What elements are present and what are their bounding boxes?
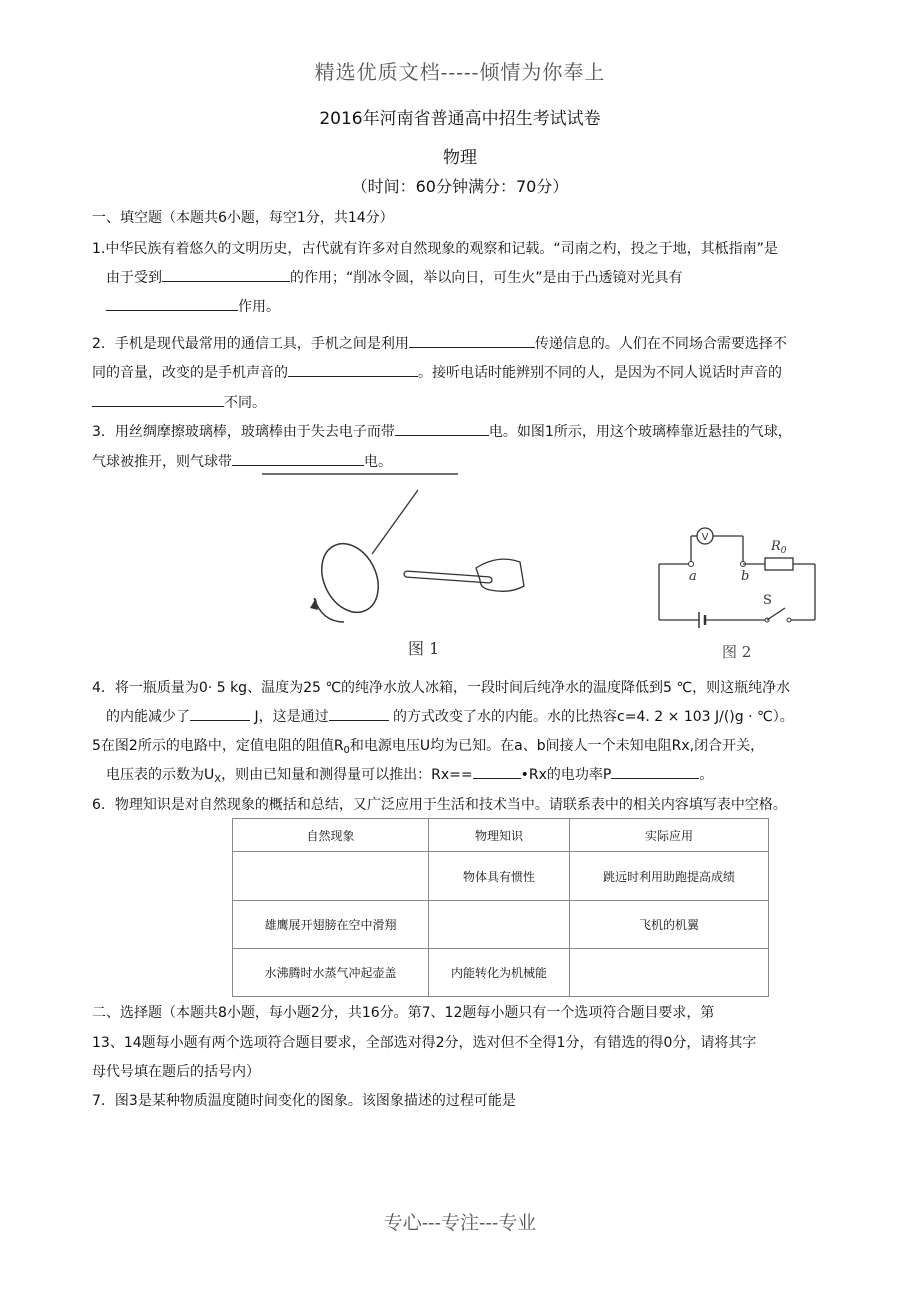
q2-blank-1[interactable]: [409, 334, 535, 348]
q3-blank-2[interactable]: [232, 452, 364, 466]
q1-line3: [106, 296, 280, 316]
table-cell[interactable]: [569, 949, 768, 997]
q4-line2: [106, 706, 794, 726]
fig1-label: 图 1: [408, 639, 440, 658]
q2-blank-3[interactable]: [92, 393, 224, 407]
q5-text-c: 电压表的示数为U: [106, 767, 215, 783]
q4-text-b: J，这是通过: [254, 709, 329, 725]
q2-text-a: 2．手机是现代最常用的通信工具，手机之间是利用: [92, 336, 409, 352]
label-a: a: [689, 569, 697, 584]
section2-line2: 13、14题每小题有两个选项符合题目要求，全部选对得2分，选对但不全得1分，有错选的得0分，请将其字: [92, 1035, 757, 1051]
voltmeter-symbol: V: [701, 532, 709, 543]
section2-line1: 二、选择题（本题共8小题，每小题2分，共16分。第7、12题每小题只有一个选项符合题目要求，第: [92, 1005, 715, 1021]
table-cell: 跳远时利用助跑提高成绩: [569, 852, 768, 901]
page-footer: 专心---专注---专业: [383, 1212, 537, 1234]
table-cell[interactable]: [429, 901, 570, 949]
q1-line2: [106, 267, 683, 287]
exam-time-info: （时间：60分钟满分：70分）: [351, 177, 569, 196]
q5-text-b: 和电源电压U均为已知。在a、b间接人一个未知电阻Rx,闭合开关，: [349, 738, 765, 754]
table-cell: 水沸腾时水蒸气冲起壶盖: [233, 949, 429, 997]
section1-heading: 一、填空题（本题共6小题，每空1分，共14分）: [92, 210, 394, 226]
q3-text-b: 电。如图1所示，用这个玻璃棒靠近悬挂的气球，: [488, 424, 792, 440]
q5-blank-2[interactable]: [611, 765, 699, 779]
q1-text-b: 的作用；“削冰令圆，举以向日，可生火”是由于凸透镜对光具有: [290, 270, 683, 286]
page-header: 精选优质文档-----倾情为你奉上: [314, 60, 606, 84]
figure-1: [262, 470, 542, 662]
motion-arrow-curve: [314, 598, 344, 622]
terminal-a: [689, 562, 694, 567]
q5-ux-subscript: X: [214, 774, 222, 785]
q4-line1: 4．将一瓶质量为0· 5 kg、温度为25 ℃的纯净水放人冰箱，一段时间后纯净水的温度降低到5 ℃，则这瓶纯净水: [92, 680, 791, 696]
resistor-r0: [765, 558, 793, 570]
figure-2: [655, 516, 820, 662]
exam-subject: 物理: [443, 148, 477, 168]
table-cell: 内能转化为机械能: [429, 949, 570, 997]
label-r0: $R_0$: [771, 539, 787, 556]
q2-text-e: 不同。: [224, 395, 266, 411]
q3-text-d: 电。: [364, 454, 392, 470]
table-cell: 飞机的机翼: [569, 901, 768, 949]
q1-text-c: 作用。: [238, 299, 280, 315]
hanging-string: [372, 490, 418, 554]
q4-text-c: 的方式改变了水的内能。水的比热容c=4. 2 × 103 J/()g · ℃）。: [393, 709, 794, 725]
q5-text-a: 5在图2所示的电路中，定值电阻的阻值R: [92, 738, 344, 754]
table-row: [233, 949, 769, 997]
q5-line1: [92, 735, 764, 756]
hand: [476, 559, 524, 591]
q2-blank-2[interactable]: [288, 363, 418, 377]
table-header-cell: 物理知识: [429, 819, 570, 852]
exam-title: 2016年河南省普通高中招生考试试卷: [319, 109, 601, 129]
table-row: [233, 901, 769, 949]
q3-line1: [92, 421, 792, 441]
q2-line2: [92, 362, 782, 382]
q2-text-c: 同的音量，改变的是手机声音的: [92, 365, 288, 381]
q5-text-f: 。: [699, 767, 714, 783]
label-switch: S: [763, 593, 772, 608]
q7-line1: 7．图3是某种物质温度随时间变化的图象。该图象描述的过程可能是: [92, 1093, 516, 1109]
q1-text-a: 由于受到: [106, 270, 162, 286]
table-header-cell: 自然现象: [233, 819, 429, 852]
q4-text-a: 的内能减少了: [106, 709, 190, 725]
switch-lever: [767, 608, 785, 620]
q3-blank-1[interactable]: [395, 422, 489, 436]
q5-text-d: ，则由已知量和测得量可以推出：Rx==: [221, 767, 473, 783]
table-header-row: [233, 819, 769, 852]
q1-blank-2[interactable]: [106, 297, 238, 311]
table-cell: 雄鹰展开翅膀在空中滑翔: [233, 901, 429, 949]
q4-blank-1[interactable]: [190, 707, 250, 721]
q2-text-d: 。接听电话时能辨别不同的人，是因为不同人说话时声音的: [418, 365, 782, 381]
table-row: [233, 852, 769, 901]
q4-blank-2[interactable]: [329, 707, 389, 721]
table-cell[interactable]: [233, 852, 429, 901]
q1-line1: 1.中华民族有着悠久的文明历史，古代就有许多对自然现象的观察和记载。“司南之杓，投之于地，其柢指南”是: [92, 241, 778, 257]
q5-line2: [106, 764, 713, 785]
fig2-label: 图 2: [722, 643, 752, 661]
q6-line1: 6．物理知识是对自然现象的概括和总结，又广泛应用于生活和技术当中。请联系表中的相关内容填写表中空格。: [92, 797, 787, 813]
q5-text-e: •Rx的电功率P: [520, 767, 612, 783]
q1-blank-1[interactable]: [162, 268, 290, 282]
q5-blank-1[interactable]: [473, 765, 521, 779]
q3-text-c: 气球被推开，则气球带: [92, 454, 232, 470]
q3-line2: [92, 451, 392, 471]
q2-text-b: 传递信息的。人们在不同场合需要选择不: [534, 336, 787, 352]
table-header-cell: 实际应用: [569, 819, 768, 852]
label-b: b: [741, 569, 750, 584]
q2-line1: [92, 333, 787, 353]
switch-contact: [787, 618, 791, 622]
physics-table: [232, 818, 769, 997]
q2-line3: [92, 392, 266, 412]
section2-line3: 母代号填在题后的括号内）: [92, 1064, 260, 1080]
table-cell: 物体具有惯性: [429, 852, 570, 901]
q3-text-a: 3．用丝绸摩擦玻璃棒，玻璃棒由于失去电子而带: [92, 424, 395, 440]
q5-r0-subscript: 0: [343, 745, 350, 756]
